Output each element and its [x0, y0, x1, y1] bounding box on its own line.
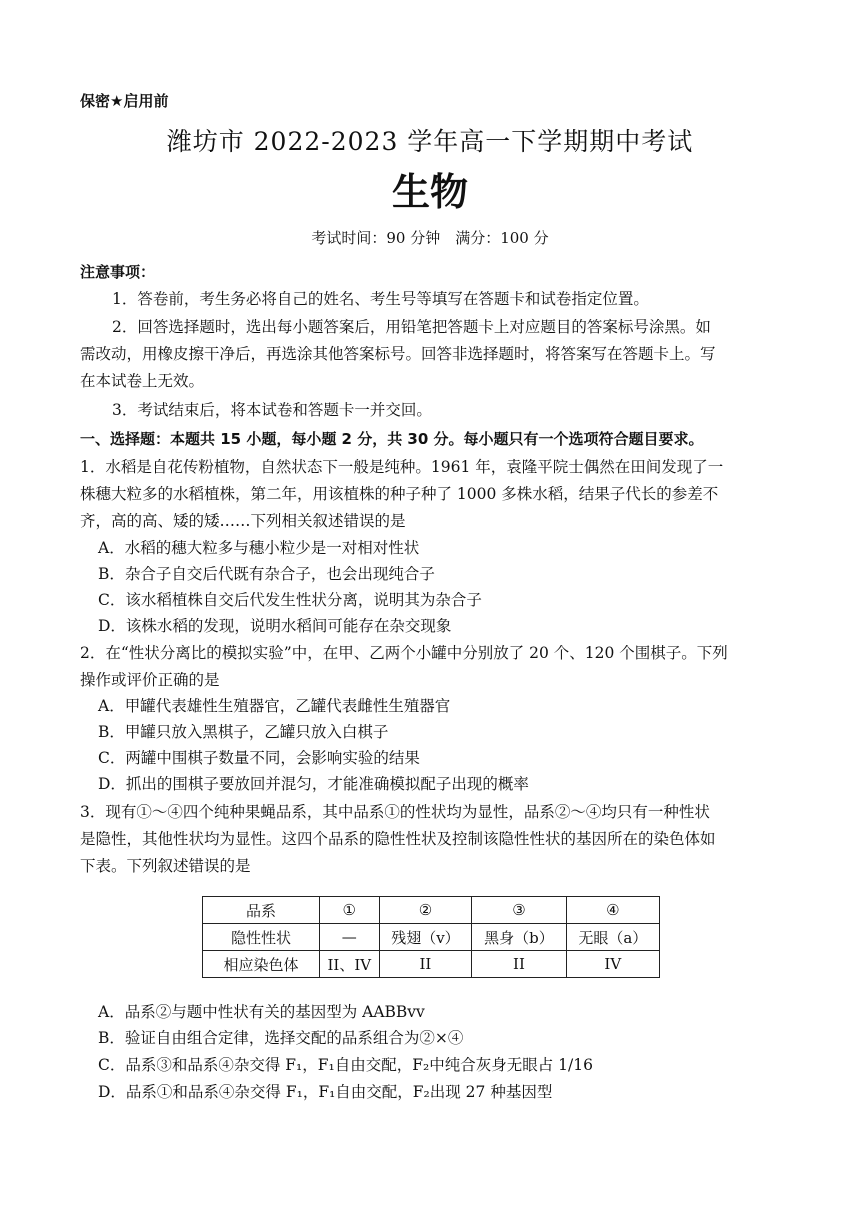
table-row: [203, 951, 660, 978]
q3-option-d: D．品系①和品系④杂交得 F₁，F₁自由交配，F₂出现 27 种基因型: [98, 1083, 553, 1101]
table-cell: 黑身（b）: [472, 924, 566, 951]
table-cell: —: [320, 924, 380, 951]
notice-item-2-line-2: 需改动，用橡皮擦干净后，再选涂其他答案标号。回答非选择题时，将答案写在答题卡上。写: [80, 345, 716, 363]
section-1-heading: 一、选择题：本题共 15 小题，每小题 2 分，共 30 分。每小题只有一个选项符合题目要求。: [80, 430, 704, 448]
q1-option-b: B．杂合子自交后代既有杂合子，也会出现纯合子: [98, 565, 435, 583]
q1-stem-line-1: 1．水稻是自花传粉植物，自然状态下一般是纯种。1961 年，袁隆平院士偶然在田间发现了一: [80, 458, 724, 476]
table-cell: 隐性性状: [203, 924, 320, 951]
table-row: [203, 924, 660, 951]
exam-title: 潍坊市 2022-2023 学年高一下学期期中考试: [166, 127, 694, 156]
q2-option-a: A．甲罐代表雄性生殖器官，乙罐代表雌性生殖器官: [98, 697, 451, 715]
table-cell: 无眼（a）: [566, 924, 659, 951]
table-cell: 残翅（v）: [379, 924, 472, 951]
q3-stem-line-1: 3．现有①～④四个纯种果蝇品系，其中品系①的性状均为显性，品系②～④均只有一种性状: [80, 803, 710, 821]
table-cell: 品系: [203, 897, 320, 924]
q2-option-d: D．抓出的围棋子要放回并混匀，才能准确模拟配子出现的概率: [98, 775, 529, 793]
q3-option-b: B．验证自由组合定律，选择交配的品系组合为②×④: [98, 1029, 464, 1047]
q2-stem-line-2: 操作或评价正确的是: [80, 671, 220, 689]
strain-table: [202, 896, 660, 978]
q3-stem-line-2: 是隐性，其他性状均为显性。这四个品系的隐性性状及控制该隐性性状的基因所在的染色体如: [80, 830, 716, 848]
table-cell: II: [379, 951, 472, 978]
q3-stem-line-3: 下表。下列叙述错误的是: [80, 857, 251, 875]
q1-option-a: A．水稻的穗大粒多与穗小粒少是一对相对性状: [98, 539, 420, 557]
subject-title: 生物: [391, 170, 468, 214]
table-cell: II: [472, 951, 566, 978]
q1-stem-line-2: 株穗大粒多的水稻植株，第二年，用该植株的种子种了 1000 多株水稻，结果子代长的参差不: [80, 485, 719, 503]
table-cell: 相应染色体: [203, 951, 320, 978]
table-cell: ①: [320, 897, 380, 924]
q2-option-b: B．甲罐只放入黑棋子，乙罐只放入白棋子: [98, 723, 389, 741]
notice-item-3: 3．考试结束后，将本试卷和答题卡一并交回。: [112, 401, 432, 419]
q2-stem-line-1: 2．在“性状分离比的模拟实验”中，在甲、乙两个小罐中分别放了 20 个、120 个围棋子。下列: [80, 644, 728, 662]
notice-item-1: 1．答卷前，考生务必将自己的姓名、考生号等填写在答题卡和试卷指定位置。: [112, 290, 649, 308]
table-cell: ④: [566, 897, 659, 924]
q3-option-a: A．品系②与题中性状有关的基因型为 AABBvv: [98, 1003, 425, 1021]
q2-option-c: C．两罐中围棋子数量不同，会影响实验的结果: [98, 749, 420, 767]
table-cell: ②: [379, 897, 472, 924]
q1-stem-line-3: 齐，高的高、矮的矮……下列相关叙述错误的是: [80, 512, 406, 530]
notice-heading: 注意事项：: [80, 263, 156, 281]
table-cell: IV: [566, 951, 659, 978]
q3-option-c: C．品系③和品系④杂交得 F₁，F₁自由交配，F₂中纯合灰身无眼占 1/16: [98, 1056, 593, 1074]
notice-item-2-line-1: 2．回答选择题时，选出每小题答案后，用铅笔把答题卡上对应题目的答案标号涂黑。如: [112, 318, 711, 336]
table-cell: ③: [472, 897, 566, 924]
q1-option-c: C．该水稻植株自交后代发生性状分离，说明其为杂合子: [98, 591, 482, 609]
confidential-label: 保密★启用前: [80, 92, 169, 110]
exam-info: 考试时间：90 分钟 满分：100 分: [311, 229, 549, 247]
table-cell: II、IV: [320, 951, 380, 978]
q1-option-d: D．该株水稻的发现，说明水稻间可能存在杂交现象: [98, 617, 452, 635]
notice-item-2-line-3: 在本试卷上无效。: [80, 372, 205, 390]
table-row: [203, 897, 660, 924]
